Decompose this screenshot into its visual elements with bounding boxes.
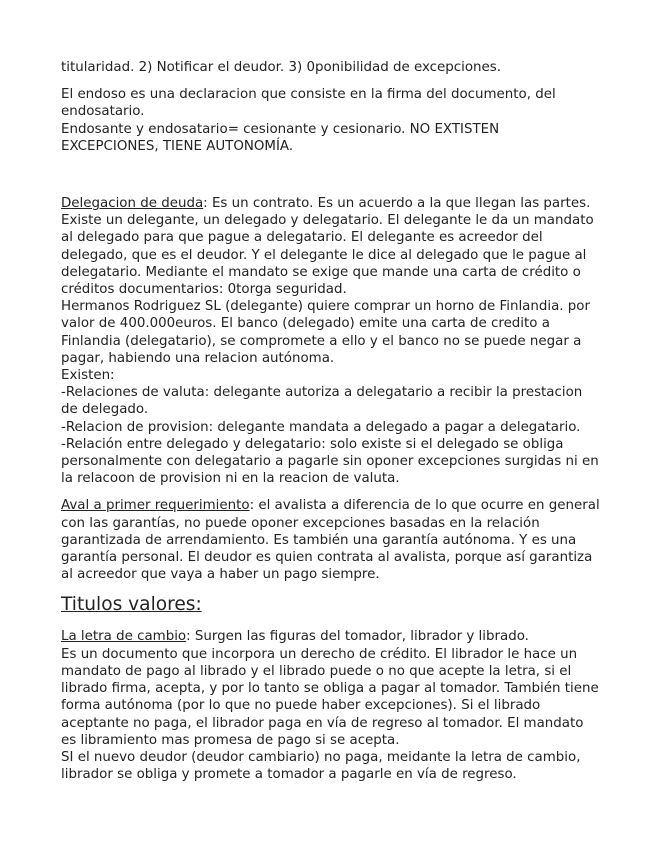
delegacion-section <box>61 195 601 487</box>
delegacion-lead: : Es un contrato. Es un acuerdo a la que llegan las partes. Existe un delegante, un delegado y delegatario. El delegante le da un mandato al delegado para que pague a delegatario. El delegante es acreedor del delegado, que es el deudor. Y el delegante le dice al delegado que le pague al delegatario. Mediante el mandato se exige que mande una carta de crédito o créditos documentarios: 0torga seguridad. <box>61 196 594 298</box>
delegacion-title: Delegacion de deuda <box>61 196 204 212</box>
letra-title: La letra de cambio <box>61 629 187 645</box>
letra-paragraph <box>61 628 601 645</box>
endoso-block <box>61 86 601 155</box>
aval-paragraph <box>61 497 601 583</box>
letra-line: SI el nuevo deudor (deudor cambiario) no paga, meidante la letra de cambio, librador se obliga y promete a tomador a pagarle en vía de regreso. <box>61 749 581 783</box>
document-page <box>61 59 601 783</box>
endoso-line: El endoso es una declaracion que consiste en la firma del documento, del endosatario. <box>61 87 556 120</box>
delegacion-line: -Relación entre delegado y delegatario: solo existe si el delegado se obliga personalmente con delegatario a pagarle sin oponer excepciones surgidas ni en la relacoon de provision ni en la reacion de valuta. <box>61 436 599 487</box>
delegacion-line: Hermanos Rodriguez SL (delegante) quiere comprar un horno de Finlandia. por valor de 400.000euros. El banco (delegado) emite una carta de credito a Finlandia (delegatario), se compromete a ello y el banco no se puede negar a pagar, habiendo una relacion autónoma. <box>61 299 590 366</box>
section-heading: Titulos valores: <box>61 594 202 616</box>
endoso-line: Endosante y endosatario= cesionante y cesionario. NO EXTISTEN EXCEPCIONES, TIENE AUTONOMÍA. <box>61 121 500 154</box>
letra-lead: : Surgen las figuras del tomador, librador y librado. <box>186 629 529 645</box>
intro-paragraph: titularidad. 2) Notificar el deudor. 3) 0ponibilidad de excepciones. <box>61 60 502 75</box>
delegacion-line: Existen: <box>61 368 115 384</box>
delegacion-line: -Relacion de provision: delegante mandata a delegado a pagar a delegatario. <box>61 419 581 435</box>
aval-text: : el avalista a diferencia de lo que ocurre en general con las garantías, no puede oponer excepciones basadas en la relación garantizada de arrendamiento. Es también una garantía autónoma. Y es una garantía personal. El deudor es quien contrata al avalista, porque así garantiza al acreedor que vaya a haber un pago siempre. <box>61 498 600 583</box>
delegacion-line: -Relaciones de valuta: delegante autoriza a delegatario a recibir la prestacion de delegado. <box>61 385 583 418</box>
delegacion-paragraph <box>61 195 601 298</box>
letra-line: Es un documento que incorpora un derecho de crédito. El librador le hace un mandato de pago al librado y el librado puede o no que acepte la letra, si el librado firma, acepta, y por lo tanto se obliga a pagar al tomador. También tiene forma autónoma (por lo que no puede haber excepciones). Si el librado aceptante no paga, el librador paga en vía de regreso al tomador. El mandato es libramiento mas promesa de pago si se acepta. <box>61 646 599 748</box>
letra-section <box>61 628 601 783</box>
aval-title: Aval a primer requerimiento <box>61 498 250 514</box>
